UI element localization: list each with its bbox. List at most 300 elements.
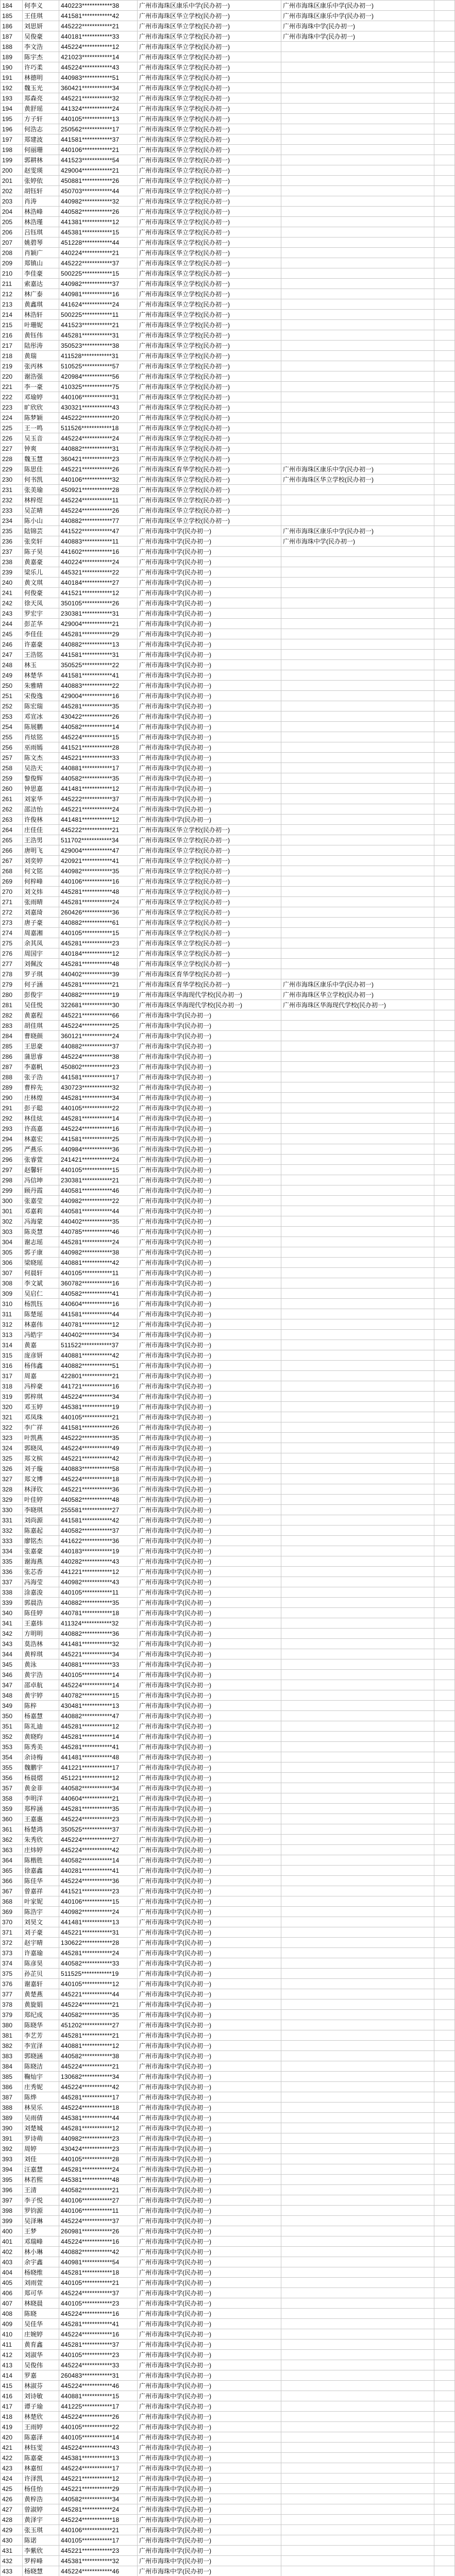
name-cell[interactable]: 蒲思睿 xyxy=(23,1052,59,1062)
row-number-cell[interactable]: 334 xyxy=(1,1546,23,1556)
school-choice-1-cell[interactable]: 广州市海珠中学(民办初一) xyxy=(138,2463,281,2473)
school-choice-2-cell[interactable] xyxy=(281,1927,434,1938)
id-number-cell[interactable]: 440282************43 xyxy=(59,1556,138,1567)
school-choice-1-cell[interactable]: 广州市海珠中学(民办初一) xyxy=(138,2484,281,2494)
row-number-cell[interactable]: 222 xyxy=(1,392,23,402)
id-number-cell[interactable]: 441602************16 xyxy=(59,547,138,557)
row-number-cell[interactable]: 206 xyxy=(1,227,23,238)
school-choice-2-cell[interactable] xyxy=(281,639,434,650)
school-choice-1-cell[interactable]: 广州市海珠中学(民办初一) xyxy=(138,670,281,681)
empty-cell[interactable] xyxy=(434,31,455,42)
row-number-cell[interactable]: 263 xyxy=(1,815,23,825)
id-number-cell[interactable]: 445281************41 xyxy=(59,2319,138,2329)
id-number-cell[interactable]: 445224************46 xyxy=(59,2566,138,2576)
id-number-cell[interactable]: 441381************12 xyxy=(59,217,138,227)
name-cell[interactable]: 何书凯 xyxy=(23,474,59,485)
name-cell[interactable]: 魏玉慧 xyxy=(23,454,59,464)
id-number-cell[interactable]: 440781************12 xyxy=(59,1319,138,1330)
row-number-cell[interactable]: 417 xyxy=(1,2401,23,2412)
empty-cell[interactable] xyxy=(434,2422,455,2432)
school-choice-1-cell[interactable]: 广州市海珠中学(民办初一) xyxy=(138,1155,281,1165)
row-number-cell[interactable]: 424 xyxy=(1,2473,23,2484)
empty-cell[interactable] xyxy=(434,1155,455,1165)
id-number-cell[interactable]: 441481************12 xyxy=(59,784,138,794)
empty-cell[interactable] xyxy=(434,1515,455,1526)
school-choice-1-cell[interactable]: 广州市海珠中学(民办初一) xyxy=(138,2340,281,2350)
name-cell[interactable]: 李佳豪 xyxy=(23,268,59,279)
empty-cell[interactable] xyxy=(434,2020,455,2030)
school-choice-1-cell[interactable]: 广州市海珠中学(民办初一) xyxy=(138,1567,281,1577)
school-choice-2-cell[interactable] xyxy=(281,371,434,382)
school-choice-1-cell[interactable]: 广州市海珠中学(民办初一) xyxy=(138,1866,281,1876)
name-cell[interactable]: 吴芷晴 xyxy=(23,505,59,516)
school-choice-1-cell[interactable]: 广州市海珠中学(民办初一) xyxy=(138,1443,281,1453)
row-number-cell[interactable]: 231 xyxy=(1,485,23,495)
school-choice-1-cell[interactable]: 广州市海珠区华立学校(民办初一) xyxy=(138,11,281,21)
name-cell[interactable]: 余宇鑫 xyxy=(23,2257,59,2267)
id-number-cell[interactable]: 440982************22 xyxy=(59,1196,138,1206)
empty-cell[interactable] xyxy=(434,856,455,866)
school-choice-1-cell[interactable]: 广州市海珠区华立学校(民办初一) xyxy=(138,330,281,341)
id-number-cell[interactable]: 511522************37 xyxy=(59,1340,138,1350)
name-cell[interactable]: 林晓晨 xyxy=(23,2298,59,2309)
id-number-cell[interactable]: 441622************36 xyxy=(59,1536,138,1546)
name-cell[interactable]: 彭俊宇 xyxy=(23,990,59,1000)
id-number-cell[interactable]: 440881************42 xyxy=(59,1258,138,1268)
empty-cell[interactable] xyxy=(434,1773,455,1783)
row-number-cell[interactable]: 379 xyxy=(1,2010,23,2020)
name-cell[interactable]: 胡佳琪 xyxy=(23,1021,59,1031)
id-number-cell[interactable]: 350525************37 xyxy=(59,1824,138,1835)
row-number-cell[interactable]: 326 xyxy=(1,1464,23,1474)
empty-cell[interactable] xyxy=(434,1227,455,1237)
empty-cell[interactable] xyxy=(434,1567,455,1577)
school-choice-1-cell[interactable]: 广州市海珠中学(民办初一) xyxy=(138,1742,281,1752)
row-number-cell[interactable]: 188 xyxy=(1,42,23,52)
empty-cell[interactable] xyxy=(434,681,455,691)
id-number-cell[interactable]: 360421************23 xyxy=(59,454,138,464)
empty-cell[interactable] xyxy=(434,1824,455,1835)
school-choice-1-cell[interactable]: 广州市海珠区华立学校(民办初一) xyxy=(138,289,281,299)
row-number-cell[interactable]: 191 xyxy=(1,73,23,83)
name-cell[interactable]: 冯海莹 xyxy=(23,1577,59,1587)
school-choice-2-cell[interactable] xyxy=(281,1124,434,1134)
id-number-cell[interactable]: 445281************24 xyxy=(59,1948,138,1958)
empty-cell[interactable] xyxy=(434,1021,455,1031)
school-choice-2-cell[interactable] xyxy=(281,1814,434,1824)
empty-cell[interactable] xyxy=(434,1690,455,1701)
empty-cell[interactable] xyxy=(434,1484,455,1495)
row-number-cell[interactable]: 321 xyxy=(1,1412,23,1422)
school-choice-2-cell[interactable] xyxy=(281,856,434,866)
school-choice-1-cell[interactable]: 广州市海珠中学(民办初一) xyxy=(138,1371,281,1381)
id-number-cell[interactable]: 440882************13 xyxy=(59,639,138,650)
id-number-cell[interactable]: 445224************12 xyxy=(59,42,138,52)
row-number-cell[interactable]: 185 xyxy=(1,11,23,21)
id-number-cell[interactable]: 445224************34 xyxy=(59,1392,138,1402)
school-choice-2-cell[interactable] xyxy=(281,1319,434,1330)
empty-cell[interactable] xyxy=(434,835,455,845)
id-number-cell[interactable]: 500225************11 xyxy=(59,310,138,320)
school-choice-2-cell[interactable] xyxy=(281,2484,434,2494)
empty-cell[interactable] xyxy=(434,176,455,186)
school-choice-1-cell[interactable]: 广州市海珠区华立学校(民办初一) xyxy=(138,392,281,402)
row-number-cell[interactable]: 371 xyxy=(1,1927,23,1938)
name-cell[interactable]: 陈展鹏 xyxy=(23,722,59,732)
empty-cell[interactable] xyxy=(434,320,455,330)
school-choice-1-cell[interactable]: 广州市海珠区康乐中学(民办初一) xyxy=(138,1,281,11)
school-choice-1-cell[interactable]: 广州市海珠中学(民办初一) xyxy=(138,2123,281,2133)
school-choice-1-cell[interactable]: 广州市海珠中学(民办初一) xyxy=(138,1783,281,1793)
name-cell[interactable]: 黄育鑫 xyxy=(23,2340,59,2350)
id-number-cell[interactable]: 445281************35 xyxy=(59,1804,138,1814)
name-cell[interactable]: 索嘉达 xyxy=(23,279,59,289)
row-number-cell[interactable]: 283 xyxy=(1,1021,23,1031)
row-number-cell[interactable]: 200 xyxy=(1,165,23,176)
school-choice-2-cell[interactable] xyxy=(281,382,434,392)
id-number-cell[interactable]: 445281************23 xyxy=(59,938,138,948)
id-number-cell[interactable]: 445224************11 xyxy=(59,495,138,505)
school-choice-1-cell[interactable]: 广州市海珠中学(民办初一) xyxy=(138,1206,281,1216)
empty-cell[interactable] xyxy=(434,1495,455,1505)
name-cell[interactable]: 郑文槟 xyxy=(23,1453,59,1464)
name-cell[interactable]: 叶珊妮 xyxy=(23,320,59,330)
id-number-cell[interactable]: 440224************21 xyxy=(59,248,138,258)
id-number-cell[interactable]: 429004************47 xyxy=(59,845,138,856)
row-number-cell[interactable]: 315 xyxy=(1,1350,23,1361)
school-choice-2-cell[interactable] xyxy=(281,2422,434,2432)
empty-cell[interactable] xyxy=(434,2463,455,2473)
empty-cell[interactable] xyxy=(434,42,455,52)
school-choice-2-cell[interactable] xyxy=(281,701,434,711)
school-choice-2-cell[interactable] xyxy=(281,1361,434,1371)
name-cell[interactable]: 周国宇 xyxy=(23,948,59,959)
school-choice-1-cell[interactable]: 广州市海珠中学(民办初一) xyxy=(138,1330,281,1340)
school-choice-1-cell[interactable]: 广州市海珠中学(民办初一) xyxy=(138,1855,281,1866)
empty-cell[interactable] xyxy=(434,1185,455,1196)
name-cell[interactable]: 何俊豪 xyxy=(23,588,59,598)
empty-cell[interactable] xyxy=(434,670,455,681)
name-cell[interactable]: 刘文炜 xyxy=(23,887,59,897)
school-choice-1-cell[interactable]: 广州市海珠中学(民办初一) xyxy=(138,2350,281,2360)
id-number-cell[interactable]: 441581************41 xyxy=(59,670,138,681)
school-choice-2-cell[interactable] xyxy=(281,444,434,454)
id-number-cell[interactable]: 440184************12 xyxy=(59,948,138,959)
school-choice-2-cell[interactable] xyxy=(281,1948,434,1958)
name-cell[interactable]: 冯皓宇 xyxy=(23,1330,59,1340)
school-choice-2-cell[interactable] xyxy=(281,2525,434,2535)
name-cell[interactable]: 肖炫铭 xyxy=(23,732,59,742)
school-choice-1-cell[interactable]: 广州市海珠区华立学校(民办初一) xyxy=(138,124,281,134)
name-cell[interactable]: 谢海燕 xyxy=(23,1556,59,1567)
empty-cell[interactable] xyxy=(434,2236,455,2247)
row-number-cell[interactable]: 368 xyxy=(1,1896,23,1907)
empty-cell[interactable] xyxy=(434,918,455,928)
id-number-cell[interactable]: 511526************18 xyxy=(59,423,138,433)
id-number-cell[interactable]: 445222************20 xyxy=(59,413,138,423)
school-choice-2-cell[interactable] xyxy=(281,959,434,969)
school-choice-2-cell[interactable]: 广州市海珠区康乐中学(民办初一) xyxy=(281,1,434,11)
school-choice-1-cell[interactable]: 广州市海珠区华立学校(民办初一) xyxy=(138,495,281,505)
empty-cell[interactable] xyxy=(434,495,455,505)
id-number-cell[interactable]: 260426************36 xyxy=(59,907,138,918)
empty-cell[interactable] xyxy=(434,2340,455,2350)
row-number-cell[interactable]: 213 xyxy=(1,299,23,310)
school-choice-1-cell[interactable]: 广州市海珠中学(民办初一) xyxy=(138,1319,281,1330)
empty-cell[interactable] xyxy=(434,1268,455,1278)
id-number-cell[interactable]: 440981************16 xyxy=(59,289,138,299)
school-choice-2-cell[interactable] xyxy=(281,567,434,578)
school-choice-2-cell[interactable] xyxy=(281,1536,434,1546)
school-choice-2-cell[interactable] xyxy=(281,938,434,948)
id-number-cell[interactable]: 440882************31 xyxy=(59,444,138,454)
row-number-cell[interactable]: 421 xyxy=(1,2443,23,2453)
name-cell[interactable]: 廖铭杰 xyxy=(23,1536,59,1546)
school-choice-2-cell[interactable]: 广州市海珠区华立学校(民办初一) xyxy=(281,990,434,1000)
empty-cell[interactable] xyxy=(434,979,455,990)
school-choice-2-cell[interactable] xyxy=(281,670,434,681)
empty-cell[interactable] xyxy=(434,1608,455,1618)
empty-cell[interactable] xyxy=(434,1412,455,1422)
school-choice-2-cell[interactable] xyxy=(281,1701,434,1711)
school-choice-2-cell[interactable] xyxy=(281,907,434,918)
school-choice-2-cell[interactable] xyxy=(281,433,434,444)
name-cell[interactable]: 邓宣冰 xyxy=(23,711,59,722)
name-cell[interactable]: 梁乐儿 xyxy=(23,567,59,578)
school-choice-1-cell[interactable]: 广州市海珠中学(民办初一) xyxy=(138,1093,281,1103)
empty-cell[interactable] xyxy=(434,547,455,557)
school-choice-2-cell[interactable] xyxy=(281,1021,434,1031)
school-choice-2-cell[interactable] xyxy=(281,2453,434,2463)
id-number-cell[interactable]: 441581************17 xyxy=(59,1072,138,1082)
row-number-cell[interactable]: 398 xyxy=(1,2206,23,2216)
name-cell[interactable]: 王一鸣 xyxy=(23,423,59,433)
school-choice-1-cell[interactable]: 广州市海珠区华立学校(民办初一) xyxy=(138,83,281,93)
school-choice-2-cell[interactable] xyxy=(281,2072,434,2082)
name-cell[interactable]: 许巧柔 xyxy=(23,62,59,73)
name-cell[interactable]: 吴俊伟 xyxy=(23,2360,59,2370)
school-choice-1-cell[interactable]: 广州市海珠中学(民办初一) xyxy=(138,2247,281,2257)
name-cell[interactable]: 吴佳华 xyxy=(23,2319,59,2329)
empty-cell[interactable] xyxy=(434,1062,455,1072)
empty-cell[interactable] xyxy=(434,1546,455,1556)
school-choice-2-cell[interactable] xyxy=(281,1824,434,1835)
school-choice-2-cell[interactable] xyxy=(281,1855,434,1866)
name-cell[interactable]: 郑可华 xyxy=(23,2288,59,2298)
name-cell[interactable]: 庄秀妮 xyxy=(23,2082,59,2092)
id-number-cell[interactable]: 445221************36 xyxy=(59,1484,138,1495)
id-number-cell[interactable]: 440882************51 xyxy=(59,1361,138,1371)
name-cell[interactable]: 吕钰琪 xyxy=(23,227,59,238)
school-choice-2-cell[interactable]: 广州市海珠区康乐中学(民办初一) xyxy=(281,979,434,990)
empty-cell[interactable] xyxy=(434,1917,455,1927)
name-cell[interactable]: 林浩轩 xyxy=(23,310,59,320)
row-number-cell[interactable]: 246 xyxy=(1,639,23,650)
school-choice-2-cell[interactable] xyxy=(281,835,434,845)
empty-cell[interactable] xyxy=(434,2381,455,2391)
school-choice-2-cell[interactable] xyxy=(281,2473,434,2484)
id-number-cell[interactable]: 430321************43 xyxy=(59,402,138,413)
empty-cell[interactable] xyxy=(434,1299,455,1309)
id-number-cell[interactable]: 440883************11 xyxy=(59,536,138,547)
school-choice-1-cell[interactable]: 广州市海珠中学(民办初一) xyxy=(138,1989,281,1999)
school-choice-1-cell[interactable]: 广州市海珠中学(民办初一) xyxy=(138,557,281,567)
row-number-cell[interactable]: 325 xyxy=(1,1453,23,1464)
school-choice-2-cell[interactable] xyxy=(281,392,434,402)
name-cell[interactable]: 许嘉豪 xyxy=(23,639,59,650)
name-cell[interactable]: 李子悦 xyxy=(23,2195,59,2206)
school-choice-1-cell[interactable]: 广州市海珠中学(民办初一) xyxy=(138,1598,281,1608)
school-choice-2-cell[interactable] xyxy=(281,1793,434,1804)
row-number-cell[interactable]: 385 xyxy=(1,2072,23,2082)
school-choice-1-cell[interactable]: 广州市海珠中学(民办初一) xyxy=(138,1536,281,1546)
empty-cell[interactable] xyxy=(434,845,455,856)
empty-cell[interactable] xyxy=(434,134,455,145)
id-number-cell[interactable]: 440105************14 xyxy=(59,2432,138,2443)
row-number-cell[interactable]: 187 xyxy=(1,31,23,42)
school-choice-1-cell[interactable]: 广州市海珠区华立学校(民办初一) xyxy=(138,73,281,83)
name-cell[interactable]: 林楚欣 xyxy=(23,2412,59,2422)
name-cell[interactable]: 黄宇浩 xyxy=(23,1670,59,1680)
school-choice-2-cell[interactable] xyxy=(281,1216,434,1227)
school-choice-2-cell[interactable] xyxy=(281,2092,434,2103)
school-choice-2-cell[interactable] xyxy=(281,1330,434,1340)
row-number-cell[interactable]: 351 xyxy=(1,1721,23,1732)
name-cell[interactable]: 郑森亮 xyxy=(23,93,59,104)
id-number-cell[interactable]: 440582************37 xyxy=(59,1526,138,1536)
row-number-cell[interactable]: 204 xyxy=(1,207,23,217)
school-choice-1-cell[interactable]: 广州市海珠中学(民办初一) xyxy=(138,2525,281,2535)
name-cell[interactable]: 陈小山 xyxy=(23,516,59,526)
id-number-cell[interactable]: 440582************34 xyxy=(59,2494,138,2504)
school-choice-2-cell[interactable] xyxy=(281,711,434,722)
name-cell[interactable]: 何梓峰 xyxy=(23,876,59,887)
id-number-cell[interactable]: 440581************44 xyxy=(59,1206,138,1216)
empty-cell[interactable] xyxy=(434,1340,455,1350)
row-number-cell[interactable]: 419 xyxy=(1,2422,23,2432)
school-choice-1-cell[interactable]: 广州市海珠中学(民办初一) xyxy=(138,2360,281,2370)
name-cell[interactable]: 姚碧琴 xyxy=(23,238,59,248)
school-choice-2-cell[interactable] xyxy=(281,1896,434,1907)
name-cell[interactable]: 陈彦昊 xyxy=(23,1958,59,1969)
school-choice-2-cell[interactable] xyxy=(281,1515,434,1526)
school-choice-1-cell[interactable]: 广州市海珠区华立学校(民办初一) xyxy=(138,93,281,104)
school-choice-2-cell[interactable] xyxy=(281,1258,434,1268)
school-choice-1-cell[interactable]: 广州市海珠中学(民办初一) xyxy=(138,2257,281,2267)
empty-cell[interactable] xyxy=(434,1804,455,1814)
empty-cell[interactable] xyxy=(434,1855,455,1866)
row-number-cell[interactable]: 380 xyxy=(1,2020,23,2030)
row-number-cell[interactable]: 309 xyxy=(1,1289,23,1299)
school-choice-1-cell[interactable]: 广州市海珠中学(民办初一) xyxy=(138,2453,281,2463)
school-choice-1-cell[interactable]: 广州市海珠中学(民办初一) xyxy=(138,2566,281,2576)
row-number-cell[interactable]: 409 xyxy=(1,2319,23,2329)
empty-cell[interactable] xyxy=(434,1639,455,1649)
name-cell[interactable]: 李嘉帆 xyxy=(23,1062,59,1072)
id-number-cell[interactable]: 445221************44 xyxy=(59,1989,138,1999)
school-choice-2-cell[interactable] xyxy=(281,454,434,464)
school-choice-1-cell[interactable]: 广州市海珠中学(民办初一) xyxy=(138,1340,281,1350)
school-choice-2-cell[interactable] xyxy=(281,1773,434,1783)
empty-cell[interactable] xyxy=(434,1556,455,1567)
name-cell[interactable]: 刘佳 xyxy=(23,2154,59,2164)
empty-cell[interactable] xyxy=(434,1010,455,1021)
school-choice-1-cell[interactable]: 广州市海珠区华立学校(民办初一) xyxy=(138,382,281,392)
empty-cell[interactable] xyxy=(434,186,455,196)
school-choice-1-cell[interactable]: 广州市海珠中学(民办初一) xyxy=(138,742,281,753)
row-number-cell[interactable]: 427 xyxy=(1,2504,23,2515)
empty-cell[interactable] xyxy=(434,516,455,526)
name-cell[interactable]: 杨凯钰 xyxy=(23,1299,59,1309)
school-choice-2-cell[interactable] xyxy=(281,1134,434,1144)
empty-cell[interactable] xyxy=(434,578,455,588)
school-choice-2-cell[interactable]: 广州市海珠区康乐中学(民办初一) xyxy=(281,526,434,536)
row-number-cell[interactable]: 270 xyxy=(1,887,23,897)
school-choice-2-cell[interactable] xyxy=(281,794,434,804)
name-cell[interactable]: 林嘉恒 xyxy=(23,2463,59,2473)
empty-cell[interactable] xyxy=(434,2350,455,2360)
name-cell[interactable]: 林泽钦 xyxy=(23,1484,59,1495)
empty-cell[interactable] xyxy=(434,897,455,907)
name-cell[interactable]: 杨佳怡 xyxy=(23,2484,59,2494)
school-choice-1-cell[interactable]: 广州市海珠区华立学校(民办初一) xyxy=(138,52,281,62)
id-number-cell[interactable]: 445281************34 xyxy=(59,1093,138,1103)
name-cell[interactable]: 魏玉光 xyxy=(23,83,59,93)
empty-cell[interactable] xyxy=(434,1041,455,1052)
empty-cell[interactable] xyxy=(434,299,455,310)
row-number-cell[interactable]: 336 xyxy=(1,1567,23,1577)
id-number-cell[interactable]: 440881************17 xyxy=(59,763,138,773)
row-number-cell[interactable]: 240 xyxy=(1,578,23,588)
row-number-cell[interactable]: 243 xyxy=(1,608,23,619)
id-number-cell[interactable]: 441481************13 xyxy=(59,1917,138,1927)
school-choice-2-cell[interactable] xyxy=(281,73,434,83)
school-choice-2-cell[interactable] xyxy=(281,1917,434,1927)
row-number-cell[interactable]: 402 xyxy=(1,2247,23,2257)
school-choice-2-cell[interactable] xyxy=(281,598,434,608)
empty-cell[interactable] xyxy=(434,114,455,124)
row-number-cell[interactable]: 245 xyxy=(1,629,23,639)
name-cell[interactable]: 刘奕婷 xyxy=(23,856,59,866)
empty-cell[interactable] xyxy=(434,1866,455,1876)
row-number-cell[interactable]: 374 xyxy=(1,1958,23,1969)
name-cell[interactable]: 巫雨嫣 xyxy=(23,742,59,753)
row-number-cell[interactable]: 372 xyxy=(1,1938,23,1948)
name-cell[interactable]: 郭耕林 xyxy=(23,155,59,165)
empty-cell[interactable] xyxy=(434,474,455,485)
school-choice-1-cell[interactable]: 广州市海珠中学(民办初一) xyxy=(138,1402,281,1412)
school-choice-1-cell[interactable]: 广州市海珠中学(民办初一) xyxy=(138,1299,281,1309)
empty-cell[interactable] xyxy=(434,2494,455,2504)
row-number-cell[interactable]: 266 xyxy=(1,845,23,856)
empty-cell[interactable] xyxy=(434,2113,455,2123)
row-number-cell[interactable]: 332 xyxy=(1,1526,23,1536)
school-choice-2-cell[interactable] xyxy=(281,1422,434,1433)
row-number-cell[interactable]: 390 xyxy=(1,2123,23,2133)
row-number-cell[interactable]: 216 xyxy=(1,330,23,341)
name-cell[interactable]: 邵洁怡 xyxy=(23,804,59,815)
school-choice-1-cell[interactable]: 广州市海珠中学(民办初一) xyxy=(138,763,281,773)
school-choice-1-cell[interactable]: 广州市海珠区华立学校(民办初一) xyxy=(138,948,281,959)
name-cell[interactable]: 黄钰伟 xyxy=(23,330,59,341)
school-choice-2-cell[interactable] xyxy=(281,1010,434,1021)
school-choice-1-cell[interactable]: 广州市海珠中学(民办初一) xyxy=(138,1515,281,1526)
school-choice-2-cell[interactable] xyxy=(281,1196,434,1206)
row-number-cell[interactable]: 395 xyxy=(1,2175,23,2185)
school-choice-2-cell[interactable] xyxy=(281,578,434,588)
school-choice-2-cell[interactable] xyxy=(281,155,434,165)
id-number-cell[interactable]: 441521************12 xyxy=(59,588,138,598)
